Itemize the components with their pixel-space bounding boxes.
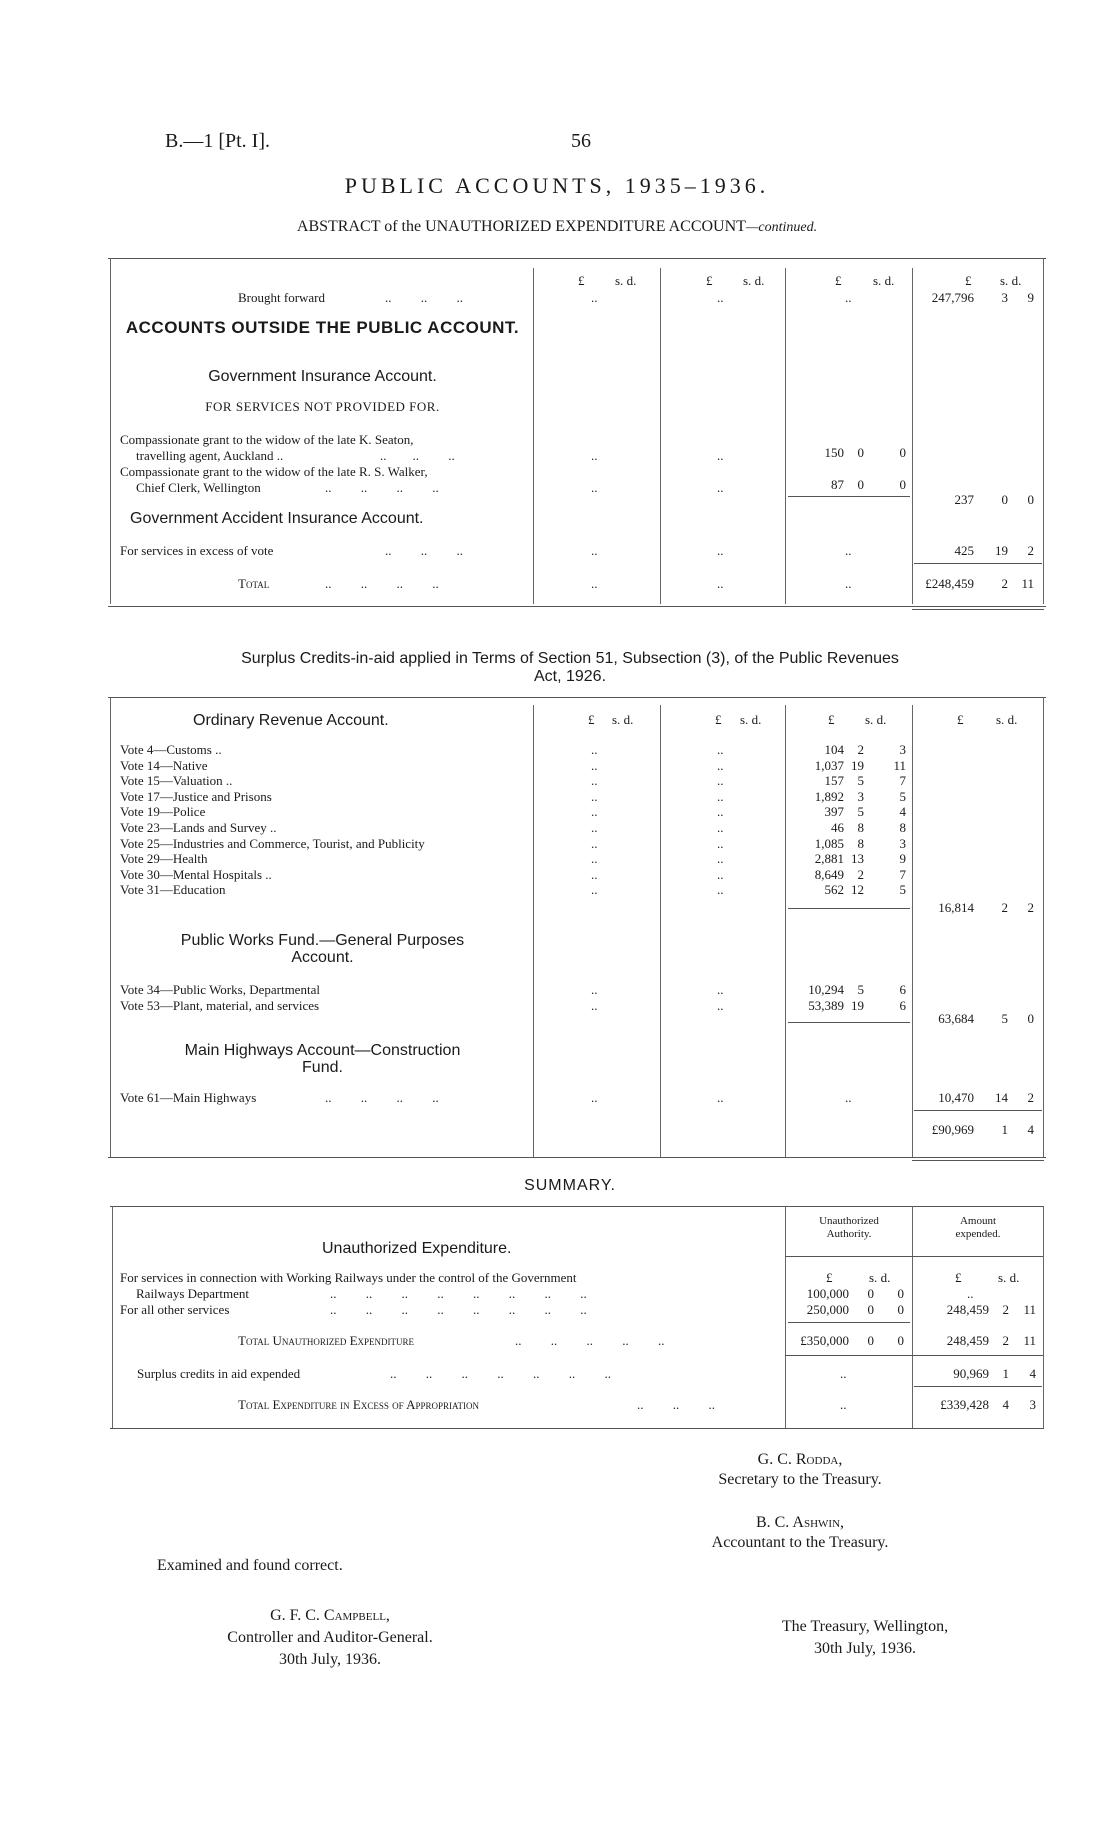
vote-label: Vote 23—Lands and Survey ..	[120, 820, 277, 835]
vote-dots: ..	[591, 757, 598, 773]
brought-forward-pounds: 247,796	[931, 290, 974, 305]
surplus-exp-pounds: 90,969	[953, 1366, 989, 1381]
surplus-exp-pence: 4	[1029, 1366, 1036, 1381]
rodda-signature	[660, 1450, 940, 1490]
ordinary-total-pounds: 16,814	[938, 900, 974, 915]
page-subtitle	[200, 218, 914, 236]
total-excess-label: Total Expenditure in Excess of Appropriation	[238, 1397, 480, 1412]
grants-total-shillings: 0	[1001, 492, 1008, 507]
ordinary-total-shillings: 2	[1001, 900, 1008, 915]
row2-exp-pounds: 248,459	[946, 1302, 989, 1317]
vote-shillings: 12	[851, 882, 864, 898]
vote-dots: ..	[591, 773, 598, 789]
col1-header-line2: Authority.	[826, 1228, 872, 1240]
total-unauth-exp-pence: 11	[1023, 1333, 1036, 1348]
pence-header: d.	[876, 712, 887, 727]
ashwin-title: Accountant to the Treasury.	[711, 1534, 889, 1551]
vote-dots: ..	[591, 882, 598, 898]
grants-total-pence: 0	[1027, 492, 1034, 507]
currency-sd-4	[1000, 273, 1021, 289]
vote-label: Vote 4—Customs ..	[120, 742, 222, 757]
vote-dots: ..	[717, 997, 724, 1013]
ashwin-name: B. C. Ashwin,	[755, 1514, 845, 1531]
row2-auth-shillings: 0	[867, 1302, 874, 1317]
vote-pounds: 104	[824, 742, 844, 757]
vote-dots: ..	[591, 982, 598, 997]
shillings-header: s.	[1000, 273, 1009, 288]
surplus-title-line1: Surplus Credits-in-aid applied in Terms of Section 51, Subsection (3), of the Public Revenues	[241, 650, 899, 667]
grant2-shillings: 0	[857, 477, 864, 492]
vote-pence: 7	[899, 866, 906, 882]
vote-pounds: 1,037	[814, 757, 844, 773]
highways-vote-label: Vote 61—Main Highways	[120, 1090, 257, 1105]
vote-dots: ..	[591, 866, 598, 882]
grant2-line1: Compassionate grant to the widow of the late R. S. Walker,	[120, 464, 428, 479]
vote-dots: ..	[591, 835, 598, 851]
total-unauth-label: Total Unauthorized Expenditure	[238, 1333, 415, 1348]
vote-dots: ..	[717, 757, 724, 773]
vote-label: Vote 17—Justice and Prisons	[120, 788, 272, 804]
vote-dots: ..	[717, 788, 724, 804]
vote-dots: ..	[717, 820, 724, 835]
total-excess-pence: 3	[1029, 1397, 1036, 1412]
total-excess-pounds: £339,428	[940, 1397, 989, 1412]
row2-auth-pence: 0	[897, 1302, 904, 1317]
sum-currency-sd-2	[998, 1270, 1019, 1286]
not-provided-label: FOR SERVICES NOT PROVIDED FOR.	[205, 399, 440, 414]
shillings-header: s.	[740, 712, 749, 727]
brought-forward-pence: 9	[1027, 290, 1034, 305]
total-unauth-auth-pounds: £350,000	[800, 1333, 849, 1348]
vote-pence: 7	[899, 773, 906, 789]
s-currency-sd-2	[740, 712, 761, 728]
surplus-grand-total-pence: 4	[1027, 1122, 1034, 1137]
vote-shillings: 3	[857, 788, 864, 804]
shillings-header: s.	[743, 273, 752, 288]
highways-title-line1: Main Highways Account—Construction	[184, 1042, 461, 1059]
vote-pounds: 562	[824, 882, 844, 898]
table1-total-pounds: £248,459	[925, 576, 974, 591]
grant1-shillings: 0	[857, 445, 864, 460]
grant2-pence: 0	[899, 477, 906, 492]
vote-dots: ..	[717, 851, 724, 867]
vote-pounds: 1,892	[814, 788, 844, 804]
currency-sd-1	[615, 273, 636, 289]
vote-pounds: 8,649	[814, 866, 844, 882]
vote-dots: ..	[717, 882, 724, 898]
currency-pound-2: £	[706, 273, 713, 288]
vote-dots: ..	[717, 982, 724, 997]
brought-forward-label: Brought forward	[238, 290, 326, 305]
vote-pounds: 2,881	[814, 851, 844, 867]
shillings-header: s.	[996, 712, 1005, 727]
total-excess-shillings: 4	[1002, 1397, 1009, 1412]
vote-label: Vote 19—Police	[120, 804, 206, 820]
shillings-header: s.	[998, 1270, 1007, 1285]
vote-pence: 8	[899, 820, 906, 835]
vote-dots: ..	[717, 773, 724, 789]
pw-total-pence: 0	[1027, 1011, 1034, 1026]
campbell-name: G. F. C. Campbell,	[270, 1607, 390, 1624]
vote-dots: ..	[717, 804, 724, 820]
vote-dots: ..	[717, 866, 724, 882]
brought-forward-shillings: 3	[1001, 290, 1008, 305]
vote-dots: ..	[591, 997, 598, 1013]
right-date: 30th July, 1936.	[813, 1640, 917, 1657]
vote-pence: 3	[899, 835, 906, 851]
public-works-title-line2: Account.	[291, 949, 354, 966]
summary-table-title: Unauthorized Expenditure.	[322, 1240, 512, 1257]
s-currency-pound-3: £	[828, 712, 835, 727]
subtitle-main: ABSTRACT of the UNAUTHORIZED EXPENDITURE ACCOUNT	[296, 218, 746, 235]
surplus-expended-label: Surplus credits in aid expended	[137, 1366, 301, 1381]
government-insurance-title: Government Insurance Account.	[208, 368, 437, 385]
pence-header: d.	[626, 273, 637, 288]
vote-shillings: 5	[857, 982, 864, 997]
total-unauth-auth-pence: 0	[897, 1333, 904, 1348]
vote-pence: 4	[899, 804, 906, 820]
pw-total-pounds: 63,684	[938, 1011, 974, 1026]
campbell-signature	[180, 1605, 480, 1671]
table1-total-pence: 11	[1021, 576, 1034, 591]
vote-dots: ..	[591, 820, 598, 835]
vote-pence: 11	[893, 757, 906, 773]
col2-header-line1: Amount	[959, 1215, 997, 1227]
vote-pounds: 157	[824, 773, 844, 789]
row1-auth-shillings: 0	[867, 1286, 874, 1301]
vote-pounds: 1,085	[814, 835, 844, 851]
sum-currency-pound-2: £	[955, 1270, 962, 1285]
accident-insurance-title: Government Accident Insurance Account.	[130, 510, 424, 527]
vote-shillings: 19	[851, 997, 864, 1013]
shillings-header: s.	[612, 712, 621, 727]
pence-header: d.	[884, 273, 895, 288]
vote-label: Vote 30—Mental Hospitals ..	[120, 866, 272, 882]
currency-pound-4: £	[965, 273, 972, 288]
row2-exp-pence: 11	[1023, 1302, 1036, 1317]
summary-col1-header	[786, 1215, 912, 1241]
row2-exp-shillings: 2	[1002, 1302, 1009, 1317]
vote-shillings: 13	[851, 851, 864, 867]
rodda-name: G. C. Rodda,	[757, 1451, 843, 1468]
vote-dots: ..	[591, 742, 598, 757]
pence-header: d.	[1011, 273, 1022, 288]
excess-pounds: 425	[954, 543, 974, 558]
campbell-title: Controller and Auditor-General.	[227, 1629, 433, 1646]
grant1-pounds: 150	[824, 445, 844, 460]
surplus-grand-total-pounds: £90,969	[931, 1122, 974, 1137]
sum-currency-pound-1: £	[826, 1270, 833, 1285]
row1-exp-dots: ..	[967, 1286, 974, 1301]
vote-label: Vote 15—Valuation ..	[120, 773, 233, 789]
treasury-place-date	[720, 1616, 1010, 1660]
summary-row1-line1: For services in connection with Working Railways under the control of the Government	[120, 1270, 577, 1285]
accounts-outside-title: ACCOUNTS OUTSIDE THE PUBLIC ACCOUNT.	[125, 318, 520, 337]
shillings-header: s.	[873, 273, 882, 288]
table1-total-shillings: 2	[1001, 576, 1008, 591]
currency-pound-3: £	[835, 273, 842, 288]
total-unauth-auth-shillings: 0	[867, 1333, 874, 1348]
excess-shillings: 19	[995, 543, 1008, 558]
pence-header: d.	[1007, 712, 1018, 727]
surplus-title-line2: Act, 1926.	[533, 668, 607, 685]
summary-row2-label: For all other services	[120, 1302, 230, 1317]
vote-dots: ..	[591, 788, 598, 804]
highways-shillings: 14	[995, 1090, 1008, 1105]
surplus-exp-shillings: 1	[1002, 1366, 1009, 1381]
treasury-place: The Treasury, Wellington,	[781, 1618, 949, 1635]
vote-pence: 5	[899, 788, 906, 804]
pence-header: d.	[754, 273, 765, 288]
shillings-header: s.	[615, 273, 624, 288]
vote-label: Vote 25—Industries and Commerce, Tourist, and Publicity	[120, 835, 425, 851]
vote-pence: 9	[899, 851, 906, 867]
summary-col2-header	[913, 1215, 1043, 1241]
pence-header: d.	[623, 712, 634, 727]
row2-auth-pounds: 250,000	[806, 1302, 849, 1317]
summary-row1-line2: Railways Department	[136, 1286, 249, 1301]
currency-pound-1: £	[578, 273, 585, 288]
excess-label: For services in excess of vote	[120, 543, 274, 558]
vote-dots: ..	[717, 835, 724, 851]
total-unauth-exp-pounds: 248,459	[946, 1333, 989, 1348]
grant1-line2: travelling agent, Auckland ..	[136, 448, 284, 463]
highways-pence: 2	[1027, 1090, 1034, 1105]
vote-pounds: 397	[824, 804, 844, 820]
vote-label: Vote 34—Public Works, Departmental	[120, 982, 320, 997]
shillings-header: s.	[865, 712, 874, 727]
document-reference: B.—1 [Pt. I].	[165, 130, 270, 152]
vote-shillings: 8	[857, 820, 864, 835]
highways-title-line2: Fund.	[302, 1059, 343, 1076]
page-number: 56	[571, 130, 591, 152]
public-works-title-line1: Public Works Fund.—General Purposes	[180, 932, 465, 949]
shillings-header: s.	[869, 1270, 878, 1285]
vote-label: Vote 14—Native	[120, 757, 208, 773]
pence-header: d.	[751, 712, 762, 727]
row1-auth-pence: 0	[897, 1286, 904, 1301]
currency-sd-2	[743, 273, 764, 289]
vote-shillings: 8	[857, 835, 864, 851]
row1-auth-pounds: 100,000	[806, 1286, 849, 1301]
table1-total-label: Total	[238, 576, 270, 591]
vote-dots: ..	[717, 742, 724, 757]
vote-pounds: 46	[831, 820, 844, 835]
col1-header-line1: Unauthorized	[819, 1215, 879, 1227]
pw-total-shillings: 5	[1001, 1011, 1008, 1026]
vote-shillings: 5	[857, 804, 864, 820]
ordinary-revenue-title: Ordinary Revenue Account.	[193, 712, 389, 729]
ashwin-signature	[660, 1513, 940, 1553]
vote-label: Vote 53—Plant, material, and services	[120, 997, 320, 1013]
vote-pence: 5	[899, 882, 906, 898]
pence-header: d.	[880, 1270, 891, 1285]
grant1-pence: 0	[899, 445, 906, 460]
s-currency-sd-1	[612, 712, 633, 728]
s-currency-sd-3	[865, 712, 886, 728]
rodda-title: Secretary to the Treasury.	[718, 1471, 882, 1488]
vote-pence: 6	[899, 982, 906, 997]
ordinary-total-pence: 2	[1027, 900, 1034, 915]
vote-pence: 3	[899, 742, 906, 757]
vote-dots: ..	[591, 851, 598, 867]
s-currency-pound-2: £	[715, 712, 722, 727]
vote-dots: ..	[591, 804, 598, 820]
summary-title: SUMMARY.	[524, 1177, 616, 1194]
vote-label: Vote 29—Health	[120, 851, 208, 867]
grant2-line2: Chief Clerk, Wellington	[136, 480, 261, 495]
s-currency-sd-4	[996, 712, 1017, 728]
grant2-pounds: 87	[831, 477, 844, 492]
surplus-grand-total-shillings: 1	[1001, 1122, 1008, 1137]
vote-pence: 6	[899, 997, 906, 1013]
sum-currency-sd-1	[869, 1270, 890, 1286]
vote-label: Vote 31—Education	[120, 882, 226, 898]
vote-shillings: 19	[851, 757, 864, 773]
col2-header-line2: expended.	[955, 1228, 1001, 1240]
s-currency-pound-1: £	[588, 712, 595, 727]
vote-pounds: 10,294	[808, 982, 844, 997]
vote-pounds: 53,389	[808, 997, 844, 1013]
vote-shillings: 2	[857, 742, 864, 757]
highways-pounds: 10,470	[938, 1090, 974, 1105]
vote-shillings: 5	[857, 773, 864, 789]
excess-pence: 2	[1027, 543, 1034, 558]
vote-shillings: 2	[857, 866, 864, 882]
grants-total-pounds: 237	[954, 492, 974, 507]
left-date: 30th July, 1936.	[278, 1651, 382, 1668]
grant1-line1: Compassionate grant to the widow of the late K. Seaton,	[120, 432, 414, 447]
s-currency-pound-4: £	[957, 712, 964, 727]
pence-header: d.	[1009, 1270, 1020, 1285]
examined-note: Examined and found correct.	[157, 1557, 343, 1574]
page-title: PUBLIC ACCOUNTS, 1935–1936.	[344, 173, 770, 198]
total-unauth-exp-shillings: 2	[1002, 1333, 1009, 1348]
subtitle-continued: —continued.	[745, 220, 818, 235]
currency-sd-3	[873, 273, 894, 289]
